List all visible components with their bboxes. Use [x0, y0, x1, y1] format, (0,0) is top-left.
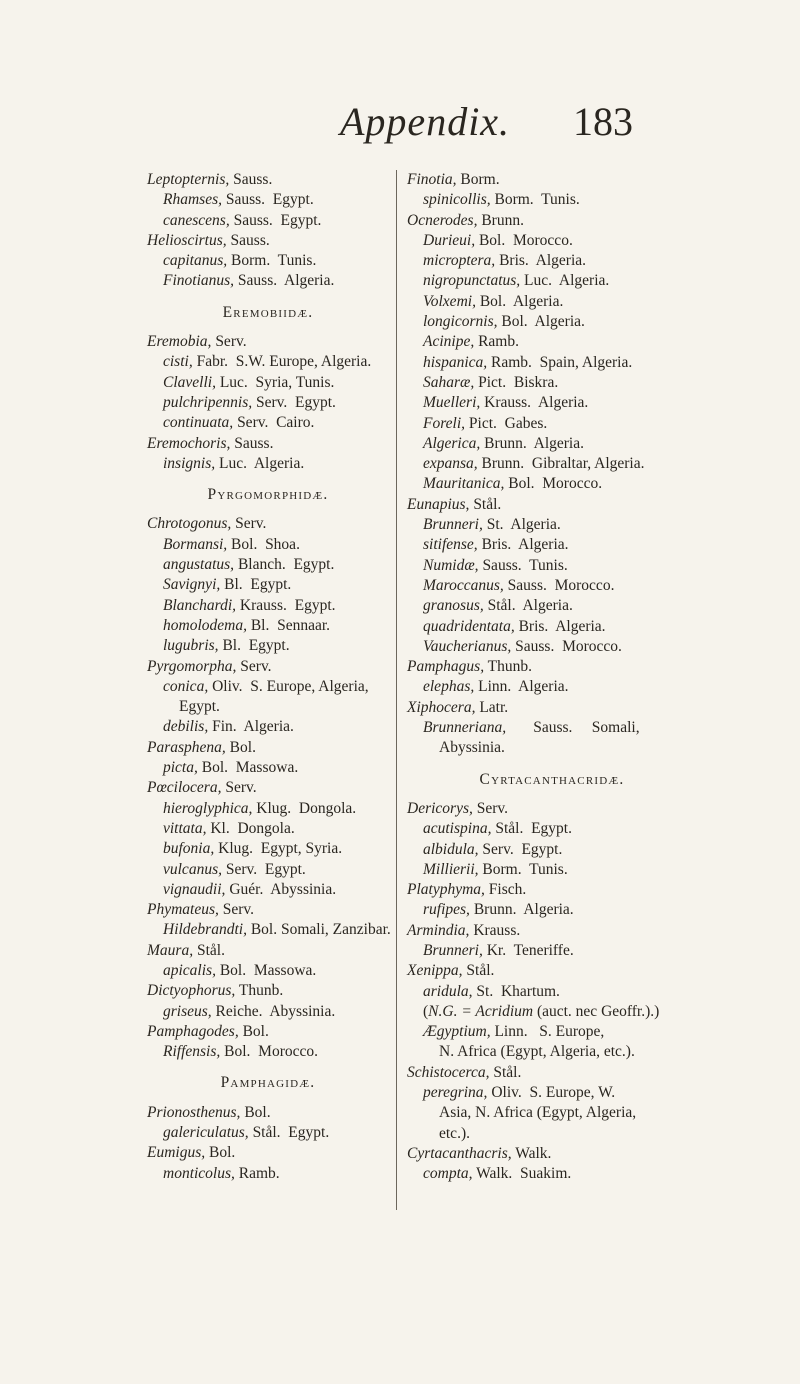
species-entry [407, 515, 697, 535]
entry-details: Luc. Syria, Tunis. [215, 373, 335, 391]
page-header [0, 98, 800, 148]
entry-details: Pict. Biskra. [474, 373, 559, 391]
entry-details: Ramb. [474, 333, 519, 351]
entry-details: Luc. Algeria. [520, 272, 610, 290]
species-entry [407, 332, 697, 352]
entry-details: Serv. Cairo. [233, 414, 315, 432]
entry-details: Bl. Egypt. [220, 576, 292, 594]
entry-details: Ramb. Spain, Algeria. [487, 353, 633, 371]
taxon-name: Xiphocera, [407, 698, 476, 716]
genus-entry [147, 514, 389, 534]
taxon-name: Eremochoris, [147, 434, 231, 452]
entry-details: Kl. Dongola. [206, 819, 295, 837]
entry-details: Fisch. [484, 881, 527, 899]
entry-details: Serv. Egypt. [478, 840, 563, 858]
entry-details: Borm. Tunis. [478, 860, 568, 878]
taxon-name: Algerica, [423, 434, 481, 452]
entry-details: Krauss. [469, 921, 521, 939]
genus-entry [147, 657, 389, 677]
entry-details: Stål. Egypt. [248, 1124, 330, 1142]
entry-details: Sauss. [226, 231, 270, 249]
entry-details: Serv. [231, 515, 267, 533]
genus-entry [147, 170, 389, 190]
entry-details: Sauss. [229, 171, 273, 188]
taxon-name: capitanus, [163, 252, 228, 270]
taxon-name: acutispina, [423, 820, 492, 838]
genus-entry [407, 880, 697, 900]
entry-details: Walk. [511, 1144, 552, 1162]
species-entry [147, 575, 389, 595]
entry-details: Brunn. Gibraltar, Algeria. [477, 455, 645, 473]
entry-prefix: ( [423, 1002, 429, 1020]
species-entry [147, 758, 389, 778]
taxon-name: Brunneriana, [423, 719, 507, 737]
entry-details: Sauss. Egypt. [221, 191, 314, 209]
entry-details: Borm. [456, 171, 500, 188]
species-entry [407, 414, 697, 434]
taxon-name: Muelleri, [423, 394, 481, 412]
species-entry [147, 1123, 389, 1143]
species-entry [407, 556, 697, 576]
entry-details: Bris. Algeria. [477, 536, 569, 554]
taxon-name: Volxemi, [423, 292, 476, 310]
entry-details: Serv. [236, 657, 272, 675]
entry-details: Bol. Massowa. [215, 961, 317, 979]
entry-details: Klug. Egypt, Syria. [214, 840, 343, 858]
entry-details: Bol. Algeria. [475, 292, 564, 310]
genus-entry [147, 981, 389, 1001]
entry-details: Bol. Morocco. [504, 475, 603, 493]
species-entry [407, 1022, 697, 1042]
entry-details: Serv. [218, 901, 255, 919]
species-entry [147, 211, 389, 231]
taxon-name: aridula, [423, 982, 473, 1000]
species-entry [407, 434, 697, 454]
taxon-name: Eumigus, [147, 1144, 206, 1162]
entry-details: Sauss. Somali, [506, 719, 640, 737]
entry-details: Bris. Algeria. [514, 617, 606, 635]
taxon-name: Finotia, [407, 171, 457, 188]
entry-details: Bol. Massowa. [197, 759, 299, 777]
taxon-name: Savignyi, [163, 576, 221, 594]
taxon-name: Bormansi, [163, 535, 228, 553]
taxon-name: elephas, [423, 678, 475, 696]
taxon-name: Numidæ, [423, 556, 479, 574]
entry-details: Serv. Egypt. [252, 393, 336, 411]
entry-details: Sauss. Tunis. [478, 556, 568, 574]
entry-continuation: Egypt. [179, 698, 220, 716]
taxon-name: Finotianus, [163, 272, 235, 290]
taxon-name: continuata, [163, 414, 234, 432]
entry-details: Oliv. S. Europe, W. [487, 1084, 616, 1102]
taxon-name: Dericorys, [407, 799, 473, 817]
taxon-name: picta, [163, 759, 198, 777]
taxon-name: expansa, [423, 455, 478, 473]
species-entry [147, 1002, 389, 1022]
entry-details: Stål. [469, 495, 502, 513]
species-entry [407, 840, 697, 860]
entry-details: Krauss. Algeria. [480, 394, 589, 412]
entry-details: Stål. [193, 941, 225, 959]
species-entry [407, 860, 697, 880]
species-entry [407, 637, 697, 657]
entry-details: Bl. Egypt. [218, 637, 290, 655]
taxon-name: cisti, [163, 353, 193, 371]
species-entry [407, 900, 697, 920]
taxon-name: Cyrtacanthacris, [407, 1144, 512, 1162]
species-entry [407, 941, 697, 961]
taxon-name: conica, [163, 677, 209, 695]
family-heading: Pamphagidæ. [220, 1074, 316, 1092]
taxon-name: Durieui, [423, 231, 476, 249]
species-entry [407, 596, 697, 616]
family-heading: Cyrtacanthacridæ. [479, 770, 625, 788]
species-entry [407, 576, 697, 596]
entry-details: Sauss. Morocco. [511, 637, 622, 655]
taxon-name: Mauritanica, [423, 475, 505, 493]
taxon-name: rufipes, [423, 901, 470, 919]
taxon-name: Clavelli, [163, 373, 216, 391]
species-entry [147, 352, 389, 372]
entry-details: Walk. Suakim. [472, 1165, 572, 1183]
species-entry [147, 596, 389, 616]
taxon-name: Rhamses, [163, 191, 222, 209]
entry-details: Bol. [205, 1144, 236, 1162]
entry-details: Bol. Algeria. [497, 313, 585, 331]
left-column [147, 170, 389, 1184]
species-entry [407, 393, 697, 413]
family-heading: Pyrgomorphidæ. [207, 486, 329, 504]
entry-details: Borm. Tunis. [490, 191, 580, 209]
taxon-name: quadridentata, [423, 617, 515, 635]
taxon-name: canescens, [163, 211, 230, 229]
taxon-name: Brunneri, [423, 941, 483, 959]
entry-details: Reiche. Abyssinia. [211, 1002, 336, 1020]
species-entry [147, 880, 389, 900]
taxon-name: galericulatus, [163, 1124, 249, 1142]
taxon-name: Eunapius, [407, 495, 470, 513]
entry-details: Oliv. S. Europe, Algeria, [208, 677, 369, 695]
genus-entry [147, 778, 389, 798]
taxon-name: sitifense, [423, 536, 478, 554]
species-entry [147, 920, 389, 940]
species-entry [407, 251, 697, 271]
entry-details: (auct. nec Geoffr.).) [533, 1002, 660, 1020]
entry-details: Serv. [211, 333, 247, 351]
taxon-name: Hildebrandti, [163, 921, 247, 939]
species-entry [147, 251, 389, 271]
species-entry [407, 312, 697, 332]
taxon-name: nigropunctatus, [423, 272, 521, 290]
entry-details: Luc. Algeria. [215, 454, 305, 472]
species-entry [147, 799, 389, 819]
entry-details: Bol. Shoa. [227, 535, 300, 553]
family-heading: Eremobiidæ. [222, 303, 314, 321]
species-entry [407, 1002, 697, 1022]
taxon-name: Saharæ, [423, 373, 475, 391]
entry-details: Ramb. [234, 1164, 280, 1182]
species-entry [407, 231, 697, 251]
taxon-name: hieroglyphica, [163, 799, 253, 817]
taxon-name: spinicollis, [423, 191, 491, 209]
taxon-name: Pœcilocera, [147, 779, 222, 797]
entry-details: Klug. Dongola. [252, 799, 357, 817]
entry-details: Stål. Egypt. [491, 820, 572, 838]
species-entry [407, 819, 697, 839]
genus-entry [407, 921, 697, 941]
entry-continuation: N. Africa (Egypt, Algeria, etc.). [439, 1043, 635, 1061]
species-entry [407, 292, 697, 312]
genus-entry [147, 434, 389, 454]
genus-entry [407, 961, 697, 981]
taxon-name: Helioscirtus, [147, 231, 227, 249]
genus-entry [147, 1022, 389, 1042]
taxon-name: Chrotogonus, [147, 515, 232, 533]
entry-continuation: Asia, N. Africa (Egypt, Algeria, [439, 1104, 637, 1122]
entry-details: Serv. Egypt. [221, 860, 306, 878]
species-entry [407, 1164, 697, 1184]
genus-entry [147, 941, 389, 961]
entry-details: Blanch. Egypt. [234, 556, 335, 574]
species-entry [147, 555, 389, 575]
entry-details: Fabr. S.W. Europe, Algeria. [192, 353, 372, 371]
species-entry [407, 1083, 697, 1103]
entry-details: Stål. [462, 962, 495, 980]
species-entry [407, 617, 697, 637]
taxon-name: longicornis, [423, 313, 498, 331]
taxon-name: Eremobia, [147, 333, 212, 351]
taxon-name: lugubris, [163, 637, 219, 655]
entry-details: Fin. Algeria. [208, 718, 294, 736]
species-entry [407, 271, 697, 291]
species-entry [407, 718, 697, 738]
species-entry [407, 190, 697, 210]
taxon-name: Brunneri, [423, 516, 483, 534]
taxon-name: N.G. = Acridium [428, 1002, 534, 1020]
genus-entry [407, 657, 697, 677]
taxon-name: vittata, [163, 819, 207, 837]
species-entry [147, 535, 389, 555]
taxon-name: Xenippa, [407, 962, 463, 980]
species-entry [147, 271, 389, 291]
taxon-name: peregrina, [423, 1084, 488, 1102]
taxon-name: Millierii, [423, 860, 479, 878]
species-entry [147, 373, 389, 393]
taxon-name: Armindia, [407, 921, 470, 939]
entry-details: Pict. Gabes. [465, 414, 548, 432]
taxon-name: Ægyptium, [423, 1023, 491, 1041]
column-divider [396, 170, 397, 1210]
entry-details: St. Algeria. [482, 516, 561, 534]
taxon-name: albidula, [423, 840, 479, 858]
species-entry [407, 353, 697, 373]
species-entry [407, 474, 697, 494]
entry-details: Brunn. [477, 211, 524, 229]
entry-details: Serv. [221, 779, 257, 797]
entry-details: Guér. Abyssinia. [225, 880, 337, 898]
entry-details: St. Khartum. [472, 982, 560, 1000]
taxon-name: Vaucherianus, [423, 637, 512, 655]
entry-details: Stål. [489, 1063, 522, 1081]
taxon-name: Blanchardi, [163, 596, 237, 614]
right-column [407, 170, 697, 1185]
taxon-name: Prionosthenus, [147, 1103, 241, 1121]
taxon-name: insignis, [163, 454, 216, 472]
species-entry [147, 616, 389, 636]
taxon-name: griseus, [163, 1002, 212, 1020]
entry-details: Bol. Morocco. [475, 231, 573, 249]
entry-details: Thunb. [484, 658, 533, 676]
species-entry [147, 1164, 389, 1184]
entry-continuation: etc.). [439, 1124, 470, 1142]
taxon-name: Maroccanus, [423, 576, 504, 594]
taxon-name: Dictyophorus, [147, 982, 236, 1000]
taxon-name: granosus, [423, 597, 484, 615]
species-entry [147, 961, 389, 981]
taxon-name: angustatus, [163, 556, 235, 574]
taxon-name: Schistocerca, [407, 1063, 490, 1081]
taxon-name: Pamphagodes, [147, 1022, 239, 1040]
species-entry [407, 373, 697, 393]
genus-entry [407, 170, 697, 190]
entry-details: Stål. Algeria. [483, 597, 573, 615]
taxon-name: vignaudii, [163, 880, 226, 898]
genus-entry [407, 698, 697, 718]
taxon-name: Pamphagus, [407, 658, 485, 676]
taxon-name: compta, [423, 1165, 473, 1183]
taxon-name: homolodema, [163, 616, 247, 634]
taxon-name: vulcanus, [163, 860, 222, 878]
species-entry [407, 982, 697, 1002]
genus-entry [147, 1103, 389, 1123]
entry-details: Brunn. Algeria. [469, 901, 574, 919]
genus-entry [147, 1143, 389, 1163]
entry-details: Thunb. [235, 982, 284, 1000]
running-title: Appendix. [340, 99, 511, 144]
genus-entry [147, 332, 389, 352]
species-entry [147, 677, 389, 697]
species-entry [147, 393, 389, 413]
taxon-name: Phymateus, [147, 901, 219, 919]
species-entry [147, 413, 389, 433]
entry-details: Borm. Tunis. [227, 252, 317, 270]
genus-entry [407, 495, 697, 515]
entry-details: Sauss. Algeria. [234, 272, 335, 290]
entry-details: Bol. Somali, Zanzibar. [246, 921, 391, 939]
species-entry [407, 677, 697, 697]
genus-entry [407, 1063, 697, 1083]
taxon-name: Foreli, [423, 414, 466, 432]
entry-details: Bol. [238, 1022, 269, 1040]
genus-entry [407, 1144, 697, 1164]
taxon-name: hispanica, [423, 353, 488, 371]
entry-details: Bol. [225, 738, 256, 756]
taxon-name: Leptopternis, [147, 171, 230, 188]
page-number: 183 [573, 99, 633, 144]
taxon-name: apicalis, [163, 961, 216, 979]
entry-continuation: Abyssinia. [439, 739, 505, 757]
taxon-name: Ocnerodes, [407, 211, 478, 229]
taxon-name: Pyrgomorpha, [147, 657, 237, 675]
species-entry [147, 860, 389, 880]
entry-details: Bol. [240, 1103, 271, 1121]
species-entry [147, 819, 389, 839]
entry-details: Kr. Teneriffe. [482, 941, 574, 959]
entry-details: Sauss. [230, 434, 274, 452]
species-entry [147, 839, 389, 859]
entry-details: Krauss. Egypt. [236, 596, 336, 614]
taxon-name: monticolus, [163, 1164, 235, 1182]
taxon-name: Maura, [147, 941, 194, 959]
genus-entry [407, 799, 697, 819]
genus-entry [147, 738, 389, 758]
species-entry [147, 636, 389, 656]
genus-entry [407, 211, 697, 231]
entry-details: Bol. Morocco. [220, 1043, 318, 1061]
entry-details: Serv. [472, 799, 509, 817]
entry-details: Sauss. Morocco. [503, 576, 615, 594]
entry-details: Sauss. Egypt. [229, 211, 322, 229]
taxon-name: debilis, [163, 718, 209, 736]
taxon-name: pulchripennis, [163, 393, 253, 411]
genus-entry [147, 231, 389, 251]
taxon-name: Parasphena, [147, 738, 226, 756]
species-entry [147, 190, 389, 210]
entry-details: Bl. Sennaar. [246, 616, 331, 634]
taxon-name: bufonia, [163, 840, 215, 858]
species-entry [147, 454, 389, 474]
entry-details: Linn. Algeria. [474, 678, 569, 696]
entry-details: Bris. Algeria. [495, 252, 587, 270]
taxon-name: Acinipe, [423, 333, 475, 351]
species-entry [147, 1042, 389, 1062]
genus-entry [147, 900, 389, 920]
species-entry [147, 717, 389, 737]
species-entry [407, 535, 697, 555]
entry-details: Brunn. Algeria. [480, 434, 584, 452]
taxon-name: microptera, [423, 252, 496, 270]
taxon-name: Platyphyma, [407, 881, 485, 899]
taxon-name: Riffensis, [163, 1043, 221, 1061]
entry-details: Linn. S. Europe, [490, 1023, 605, 1041]
entry-details: Latr. [475, 698, 509, 716]
species-entry [407, 454, 697, 474]
